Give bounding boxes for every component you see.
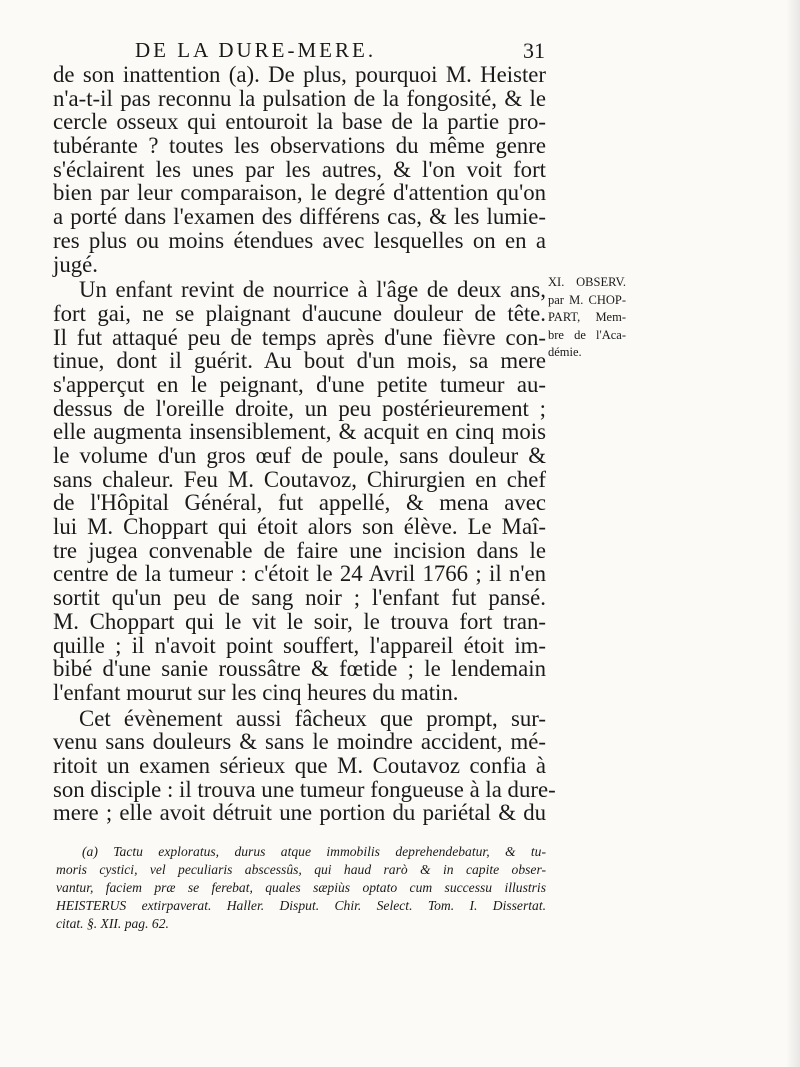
text-line: Un enfant revint de nourrice à l'âge de deux ans, bbox=[79, 277, 546, 303]
text-line: res plus ou moins étendues avec lesquelles on en a bbox=[53, 227, 546, 253]
footnote-line: HEISTERUS extirpaverat. Haller. Disput. Chir. Select. Tom. I. Dissertat. bbox=[56, 898, 546, 913]
marginal-line: par M. CHOP- bbox=[548, 292, 626, 307]
text-line: tre jugea convenable de faire une incision dans le bbox=[53, 537, 546, 563]
text-line: tubérante ? toutes les observations du même genre bbox=[53, 133, 546, 159]
footnote bbox=[56, 843, 546, 933]
text-line: s'éclairent les unes par les autres, & l'on voit fort bbox=[53, 156, 546, 182]
body-text bbox=[53, 62, 556, 826]
text-line: ritoit un examen sérieux que M. Coutavoz confia à bbox=[53, 752, 546, 778]
marginal-line: bre de l'Aca- bbox=[548, 327, 626, 342]
text-line: de son inattention (a). De plus, pourquoi M. Heister bbox=[53, 62, 546, 87]
text-line: fort gai, ne se plaignant d'aucune douleur de tête. bbox=[53, 300, 546, 326]
text-line: son disciple : il trouva une tumeur fongueuse à la dure- bbox=[53, 776, 556, 802]
marginal-note bbox=[548, 274, 626, 362]
text-line: centre de la tumeur : c'étoit le 24 Avril 1766 ; il n'en bbox=[53, 561, 546, 587]
text-line: bien par leur comparaison, le degré d'attention qu'on bbox=[53, 180, 546, 206]
text-line: jugé. bbox=[53, 251, 98, 277]
marginal-line: XI. OBSERV. bbox=[548, 275, 626, 289]
text-line: venu sans douleurs & sans le moindre accident, mé- bbox=[53, 729, 546, 755]
footnote-line: citat. §. XII. pag. 62. bbox=[56, 916, 169, 931]
text-line: l'enfant mourut sur les cinq heures du matin. bbox=[53, 679, 459, 705]
page-edge-shadow bbox=[786, 0, 800, 1067]
text-line: s'apperçut en le peignant, d'une petite tumeur au- bbox=[53, 371, 546, 397]
text-line: M. Choppart qui le vit le soir, le trouva fort tran- bbox=[53, 608, 546, 634]
text-line: elle augmenta insensiblement, & acquit en cinq mois bbox=[53, 419, 546, 445]
text-line: bibé d'une sanie roussâtre & fœtide ; le lendemain bbox=[53, 656, 546, 682]
text-line: sortit qu'un peu de sang noir ; l'enfant fut pansé. bbox=[53, 585, 546, 611]
marginal-line: PART, Mem- bbox=[548, 310, 626, 324]
text-line: tinue, dont il guérit. Au bout d'un mois, sa mere bbox=[53, 348, 546, 374]
footnote-line: moris cystici, vel peculiaris abscessûs, qui haud rarò & in capite obser- bbox=[56, 862, 546, 877]
text-line: Cet évènement aussi fâcheux que prompt, sur- bbox=[79, 705, 546, 731]
text-line: le volume d'un gros œuf de poule, sans douleur & bbox=[53, 443, 546, 468]
running-title: DE LA DURE-MERE. bbox=[135, 38, 377, 62]
text-line: sans chaleur. Feu M. Coutavoz, Chirurgien en chef bbox=[53, 466, 546, 492]
text-line: mere ; elle avoit détruit une portion du pariétal & du bbox=[53, 800, 546, 826]
marginal-line: démie. bbox=[548, 345, 582, 359]
footnote-line: (a) Tactu exploratus, durus atque immobilis deprehendebatur, & tu- bbox=[82, 844, 546, 859]
text-line: dessus de l'oreille droite, un peu postérieurement ; bbox=[53, 395, 546, 421]
text-line: de l'Hôpital Général, fut appellé, & mena avec bbox=[53, 490, 546, 516]
footnote-line: vantur, faciem præ se ferebat, quales sæpiùs optato cum successu illustris bbox=[56, 880, 546, 895]
text-line: n'a-t-il pas reconnu la pulsation de la fongosité, & le bbox=[53, 85, 546, 111]
text-line: lui M. Choppart qui étoit alors son élève. Le Maî- bbox=[53, 514, 546, 540]
page-number: 31 bbox=[523, 38, 545, 63]
text-line: quille ; il n'avoit point souffert, l'appareil étoit im- bbox=[53, 632, 546, 658]
text-line: a porté dans l'examen des différens cas, & les lumie- bbox=[53, 204, 546, 230]
text-line: Il fut attaqué peu de temps après d'une fièvre con- bbox=[53, 324, 546, 350]
text-line: cercle osseux qui entouroit la base de la partie pro- bbox=[53, 109, 546, 135]
